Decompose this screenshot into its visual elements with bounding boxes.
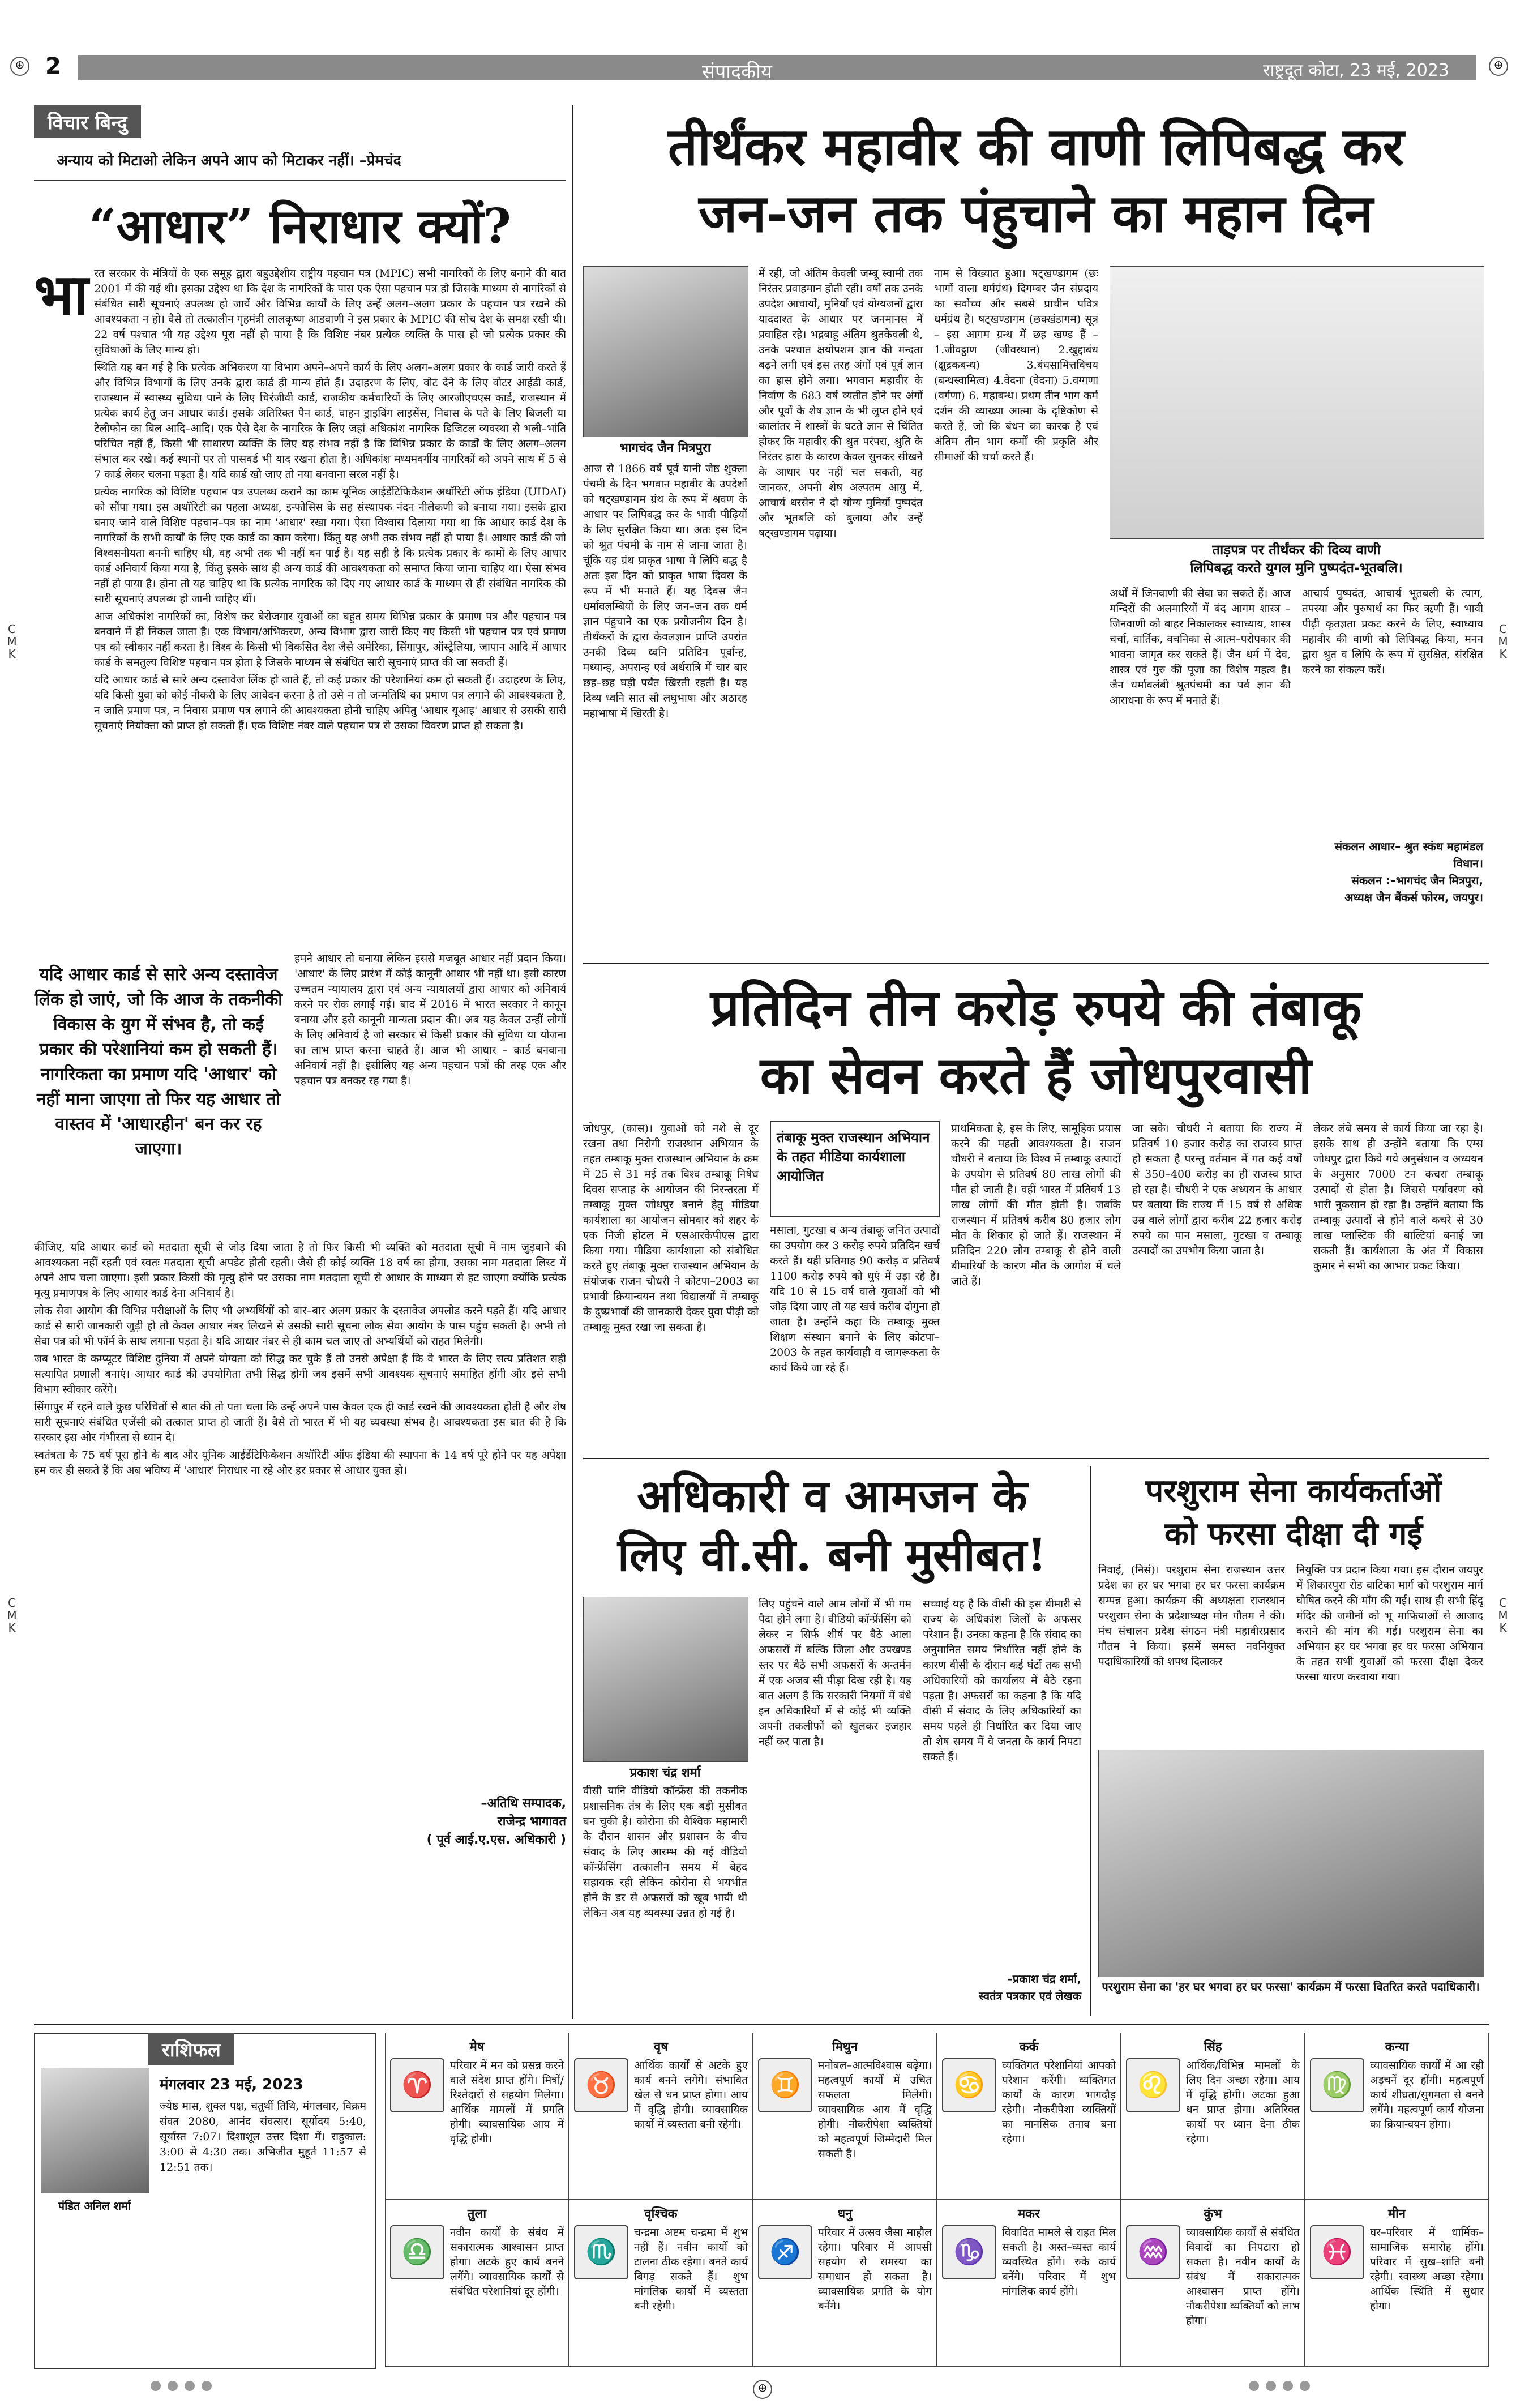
- officer-headline-line1: अधिकारी व आमजन के: [637, 1469, 1027, 1522]
- zodiac-cell: [937, 2200, 1121, 2367]
- color-bar-right: [1245, 2381, 1313, 2393]
- zodiac-symbol-icon: ♎: [390, 2225, 444, 2279]
- zodiac-text: परिवार में उत्सव जैसा माहौल रहेगा। परिवार में आपसी सहयोग से समस्या का समाधान हो सकता है। व्यावसायिक प्रगति के योग बनेंगे।: [818, 2226, 932, 2312]
- zodiac-symbol-icon: ♐: [758, 2225, 812, 2279]
- zodiac-cell: [753, 2033, 937, 2200]
- lead-col-4: अर्थों में जिनवाणी की सेवा का सकते हैं। आज मन्दिरों की अलमारियों में बंद आगम शास्त्र – जिनवाणी को बाहर निकालकर स्वाध्याय, शास्त्र चर्चा, वार्तिक, वचनिका से आत्म–परोपकार की भावना जागृत कर सकते हैं। जैन धर्म में देव, शास्त्र एवं गुरु की पूजा का विशेष महत्व है। जैन धर्मावलंबी श्रुतपंचमी का पर्व ज्ञान की आराधना के रूप में मनाते हैं।: [1110, 587, 1291, 707]
- parshuram-headline: [1098, 1469, 1489, 1555]
- pullquote: यदि आधार कार्ड से सारे अन्य दस्तावेज लिंक हो जाएं, जो कि आज के तकनीकी विकास के युग में संभव है, तो कई प्रकार की परेशानियां कम हो सकती हैं। नागरिकता का प्रमाण यदि 'आधार' को नहीं माना जाएगा तो फिर यह आधार तो वास्तव में 'आधारहीन' बन कर रह जाएगा।: [34, 965, 283, 1159]
- zodiac-text: व्यावसायिक कार्यों से संबंधित विवादों का निपटारा हो सकता है। नवीन कार्यों के संबंध में सकारात्मक आश्वासन प्राप्त होंगे। नौकरीपेशा व्यक्तियों को लाभ होगा।: [1186, 2226, 1300, 2327]
- author-caption: प्रकाश चंद्र शर्मा: [629, 1766, 701, 1780]
- parshuram-col-1: निवाई, (निसं)। परशुराम सेना राजस्थान उत्तर प्रदेश का हर घर भगवा हर घर फरसा कार्यक्रम सम्पन्न हुआ। कार्यक्रम की अध्यक्षता राजस्थान परशुराम सेना के प्रदेशाध्यक्ष मोन गौतम ने की। मंच संचालन प्रदेश संगठन मंत्री महावीरप्रसाद गौतम ने किया। इसमें समस्त नवनियुक्त पदाधिकारियों को शपथ दिलाकर: [1098, 1564, 1285, 1668]
- pullquote-row: [34, 951, 566, 1234]
- zodiac-name: तुला: [467, 2207, 487, 2221]
- illustration-caption: [1110, 541, 1483, 577]
- lead-col-1: आज से 1866 वर्ष पूर्व यानी जेष्ठ शुक्ला पंचमी के दिन भगवान महावीर के उपदेशों को षट्खण्डागम ग्रंथ के रूप में श्रवण के आधार पर लिपिबद्ध कर के भावी पीढ़ियों के लिए सुरक्षित किया था। अतः इस दिन को श्रुत पंचमी के नाम से जाना जाता है। चूंकि यह ग्रंथ प्राकृत भाषा में लिपि बद्ध है अतः इस दिन को प्राकृत भाषा दिवस के रूप में भी मनाते हैं। यह दिवस जैन धर्मावलम्बियों के लिए जन–जन तक धर्म ज्ञान पंहुचाने का एक प्रयोजनीय दिन है। तीर्थंकरों के द्वारा केवलज्ञान प्राप्ति उपरांत उनकी दिव्य ध्वनि प्रतिदिन पूर्वान्ह, मध्यान्ह, अपरान्ह एवं अर्धरात्रि में चार बार छह–छह घड़ी पर्यंत खिरती रहती है। यह दिव्य ध्वनि सात सौ लघुभाषा और अठारह महाभाषा में खिरती है।: [583, 463, 747, 720]
- color-registration-left: C M K: [7, 622, 17, 661]
- color-bar-left: [147, 2381, 215, 2393]
- zodiac-text: व्यावसायिक कार्यों में आ रही अड़चनें दूर होंगी। महत्वपूर्ण कार्य शीघ्रता/सुगमता से बनने लगेंगे। महत्वपूर्ण कार्य योजना का क्रियान्वयन होगा।: [1370, 2059, 1484, 2131]
- tobacco-boxtitle: तंबाकू मुक्त राजस्थान अभियान के तहत मीडिया कार्यशाला आयोजित: [770, 1121, 940, 1217]
- paragraph: हमने आधार तो बनाया लेकिन इससे मजबूत आधार नहीं प्रदान किया। 'आधार' के लिए प्रारंभ में कोई कानूनी आधार भी नहीं था। इसी कारण उच्चतम न्यायालय द्वारा एवं अन्य न्यायालयों द्वारा आधार को अनिवार्य करने पर रोक लगाई गई। बाद में 2016 में भारत सरकार ने कानून बनाया और इसे कानूनी मान्यता प्रदान की। अब यह केवल उन्हीं लोगों के लिए अनिवार्य है जो सरकार से किसी प्रकार की सुविधा या योजना का लाभ प्राप्त करना चाहते हैं। आज भी आधार – कार्ड बनवाना अनिवार्य नहीं है। इसीलिए यह अन्य पहचान पत्रों की तरह एक और पहचान पत्र बनकर रह गया है।: [294, 952, 566, 1087]
- zodiac-text: घर–परिवार में धार्मिक–सामाजिक समारोह होंगे। परिवार में सुख–शांति बनी रहेगी। स्वास्थ्य अच्छा रहेगा। आर्थिक स्थिति में सुधार होगा।: [1370, 2226, 1484, 2312]
- paragraph: सिंगापुर में रहने वाले कुछ परिचितों से बात की तो पता चला कि उन्हें अपने पास केवल एक ही कार्ड रखने की आवश्यकता होती है और शेष सारी सूचनाएं संबंधित एजेंसी को तत्काल प्राप्त हो जाती हैं। वैसे तो भारत में भी यह व्यवस्था संभव है। आवश्यकता इस बात की है कि सरकार इस ओर गंभीरता से ध्यान दे।: [34, 1401, 566, 1444]
- paragraph: प्रत्येक नागरिक को विशिष्ट पहचान पत्र उपलब्ध कराने का काम यूनिक आईडेंटिफिकेशन अथॉरिटी ऑफ इंडिया (UIDAI) को सौंपा गया। इस अथॉरिटी का पहला अध्यक्ष, इन्फोसिस के सह संस्थापक नंदन नीलेकणी को बनाया गया। इसके द्वारा बनाए जाने वाले विशिष्ट पहचान–पत्र का नाम 'आधार' रखा गया। ऐसा विश्वास दिलाया गया था कि आधार कार्ड देश के नागरिकों के सभी कार्यों के लिए एक कार्ड का काम करेगा। किंतु यह अभी तक संभव नहीं हो पाया है। आधार कार्ड की जो विश्वसनीयता बननी चाहिए थी, वह अभी तक भी नहीं बन पाई है। यह सही है कि प्रत्येक प्रकार के कामों के लिए आधार कार्ड अनिवार्य किया गया है, किंतु इसके साथ ही अन्य कार्ड की आवश्यकता को समाप्त किया जाना चाहिए था। ऐसा संभव नहीं हो पाया है। होना तो यह चाहिए था कि प्रत्येक नागरिक को दिए गए आधार कार्ड के माध्यम से ही संबंधित नागरिक की सारी सूचनाएं उपलब्ध हो जानी चाहिए थीं।: [94, 486, 566, 605]
- tobacco-col-4: जा सके। चौधरी ने बताया कि राज्य में प्रतिवर्ष 10 हजार करोड़ का राजस्व प्राप्त हो सकता है परन्तु वर्तमान में गत कई वर्षों से 350–400 करोड़ का ही राजस्व प्राप्त हो रहा है। चौधरी ने एक अध्ययन के आधार पर बताया कि राज्य में 15 वर्ष से अधिक उम्र वाले लोगों द्वारा करीब 22 हजार करोड़ रुपये का पान मसाला, गुटखा व तम्बाकू उत्पादों का उपभोग किया जाता है।: [1132, 1122, 1302, 1257]
- tobacco-col-1: जोधपुर, (कास)। युवाओं को नशे से दूर रखना तथा निरोगी राजस्थान अभियान के तहत तम्बाकू मुक्त राजस्थान अभियान के क्रम में 25 से 31 मई तक विश्व तम्बाकू निषेध दिवस सप्ताह के आयोजन की निरन्तरता में तम्बाकू मुक्त जोधपुर बनाने हेतु मीडिया कार्यशाला का आयोजन सोमवार को शहर के एक निजी होटल में एसआरकेपीएस द्वारा किया गया। मीडिया कार्यशाला को संबोधित करते हुए तंबाकू मुक्त राजस्थान अभियान के संयोजक राजन चौधरी ने कोटपा–2003 का प्रभावी क्रियान्वयन तथा विद्यालयों में तम्बाकू के दुष्प्रभावों की जानकारी देकर युवा पीढ़ी को तम्बाकू मुक्त रखा जा सकता है।: [583, 1122, 759, 1333]
- zodiac-cell: [1305, 2200, 1489, 2367]
- lead-headline-line1: तीर्थंकर महावीर की वाणी लिपिबद्ध कर: [667, 116, 1404, 177]
- signature-line: अध्यक्ष जैन बैंकर्स फोरम, जयपुर।: [1344, 891, 1483, 904]
- event-photo: [1098, 1750, 1484, 1977]
- zodiac-cell: [385, 2200, 569, 2367]
- editorial-byline: [34, 1795, 566, 1849]
- zodiac-name: वृश्चिक: [644, 2207, 678, 2221]
- pandit-name: पंडित अनिल शर्मा: [58, 2199, 131, 2213]
- color-registration-right: C M K: [1498, 1596, 1508, 1635]
- section-divider: [34, 2024, 1489, 2025]
- zodiac-symbol-icon: ♒: [1126, 2225, 1180, 2279]
- event-caption: परशुराम सेना का 'हर घर भगवा हर घर फरसा' कार्यक्रम में फरसा वितरित करते पदाधिकारी।: [1102, 1980, 1480, 1994]
- vichar-bindu-box: [34, 105, 566, 181]
- zodiac-name: कर्क: [1019, 2040, 1039, 2054]
- zodiac-cell: [1121, 2033, 1305, 2200]
- page-header: [34, 52, 1483, 85]
- zodiac-text: विवादित मामले से राहत मिल सकती है। अस्त–व्यस्त कार्य व्यवस्थित होंगे। रुके कार्य बनेंगे। परिवार में शुभ मांगलिक कार्य होंगे।: [1002, 2226, 1116, 2298]
- zodiac-text: परिवार में मन को प्रसन्न करने वाले संदेश प्राप्त होंगे। मित्रों/रिश्तेदारों से सहयोग मिलेगा। आर्थिक मामलों में प्रगति होगी। व्यावसायिक आय में वृद्धि होगी।: [450, 2059, 564, 2145]
- zodiac-name: धनु: [837, 2207, 853, 2221]
- zodiac-name: मेष: [469, 2040, 485, 2054]
- officer-signature: [923, 1970, 1081, 2004]
- color-registration-right: C M K: [1498, 622, 1508, 661]
- rashifal-tag: राशिफल: [148, 2033, 234, 2065]
- paragraph: कीजिए, यदि आधार कार्ड को मतदाता सूची से जोड़ दिया जाता है तो फिर किसी भी व्यक्ति को मतदाता सूची में नाम जुड़वाने की आवश्यकता नहीं रहती एवं स्वतः मतदाता सूची अपडेट होती रहती। जैसे ही कोई व्यक्ति 18 वर्ष का होगा, उसका नाम मतदाता लिस्ट में अपने आप चला जाएगा। इसी प्रकार किसी की मृत्यु होने पर उसका नाम मतदाता सूची से आधार के माध्यम से हट जाएगा क्योंकि प्रत्येक मृत्यु प्रमाणपत्र के लिए आधार कार्ड देना अनिवार्य है।: [34, 1241, 566, 1299]
- lead-signature: [1302, 838, 1483, 906]
- editorial-body-top: [94, 266, 566, 946]
- zodiac-name: कन्या: [1385, 2040, 1409, 2054]
- zodiac-name: वृष: [654, 2040, 668, 2054]
- zodiac-name: मिथुन: [832, 2040, 858, 2054]
- author-photo: [583, 1597, 748, 1762]
- lead-col-2: में रही, जो अंतिम केवली जम्बू स्वामी तक निरंतर प्रवाहमान होती रही। वर्षों तक उनके उपदेश आचार्यों, मुनियों एवं योग्यजनों द्वारा याददाश्त के आधार पर जनमानस में प्रवाहित रहे। भद्रबाहु अंतिम श्रुतकेवली थे, उनके पश्चात क्षयोपशम ज्ञान की मन्दता बढ़ने लगी एवं इस तरह अंगों एवं पूर्व ज्ञान का ह्रास होने लगा। भगवान महावीर के निर्वाण के 683 वर्ष व्यतीत होने पर अंगों और पूर्वों के शेष ज्ञान के भी लुप्त होने एवं कालांतर में शास्त्रों के घटते ज्ञान से चिंतित होकर कि महावीर की श्रुत परंपरा, श्रुति के निरंतर ह्रास के कारण केवल सुनकर सीखने के आधार पर नहीं चल सकती, यह जानकर, अपनी शेष अल्पतम आयु में, आचार्य धरसेन ने दो योग्य मुनियों पुष्पदंत और भूतबलि को बुलाया और उन्हें षट्खण्डागम पढ़ाया।: [759, 267, 923, 540]
- paragraph: आज अधिकांश नागरिकों का, विशेष कर बेरोजगार युवाओं का बहुत समय विभिन्न प्रकार के प्रमाण पत्र और पहचान पत्र बनवाने में ही निकल जाता है। एक विभाग/अभिकरण, अन्य विभाग द्वारा जारी किए गए किसी भी पहचान पत्र एवं प्रमाण पत्र को स्वीकार नहीं करता है। विश्व के किसी भी विकसित देश जैसे अमेरिका, सिंगापुर, ऑस्ट्रेलिया, जापान आदि में आधार कार्ड के समतुल्य विशिष्ट पहचान पत्र होता है जिसके माध्यम से संबंधित सारी सूचनाएं प्राप्त की जा सकती हैं।: [94, 610, 566, 669]
- paragraph: स्थिति यह बन गई है कि प्रत्येक अभिकरण या विभाग अपने–अपने कार्य के लिए अलग–अलग प्रकार के कार्ड जारी करते हैं और विभिन्न विभागों के लिए उनके द्वारा कार्ड ही मान्य होते हैं। उदाहरण के लिए, वोट देने के लिए वोटर आईडी कार्ड, राजस्थान में स्वास्थ्य सुविधा पाने के लिए चिरंजीवी कार्ड, राजकीय कर्मचारियों के लिए आरजीएचएस कार्ड, राजस्थान में प्रत्येक कार्य हेतु जन आधार कार्ड। इसके अतिरिक्त पैन कार्ड, वाहन ड्राइविंग लाइसेंस, निवास के पते के लिए बिजली या टेलीफोन का बिल आदि–आदि। एक ऐसे देश के नागरिक के लिए जहां अधिकांश नागरिक डिजिटल व्यवस्था से भली–भांति परिचित नहीं हैं, किसी भी साधारण व्यक्ति के लिए यह संभव नहीं है कि विभिन्न प्रकार के कार्डों के लिए अलग–अलग संभाल कर रखे। कई स्थानों पर तो पासवर्ड भी याद रखना होता है। अधिकांश मध्यमवर्गीय नागरिकों को अपने साथ में 5 से 7 कार्ड लेकर चलना पड़ता है। यदि कार्ड खो जाए तो नया बनवाना सरल नहीं है।: [94, 361, 566, 481]
- zodiac-text: नवीन कार्यों के संबंध में सकारात्मक आश्वासन प्राप्त होगा। अटके हुए कार्य बनने लगेंगे। व्यावसायिक कार्यों से संबंधित परेशानियां दूर होंगी।: [450, 2226, 564, 2298]
- paragraph: लोक सेवा आयोग की विभिन्न परीक्षाओं के लिए भी अभ्यर्थियों को बार–बार अलग प्रकार के दस्तावेज अपलोड करने पड़ते हैं। यदि आधार कार्ड से सारी जानकारी जुड़ी हो तो केवल आधार नंबर लिखने से उसकी सारी सूचना लोक सेवा आयोग के पास पहुंच सकती है। अभी तो सेवा पत्र को भी फॉर्म के साथ लगाना पड़ता है। यदि आधार नंबर से ही काम चल जाए तो अभ्यर्थियों को राहत मिलेगी।: [34, 1304, 566, 1348]
- vichar-tag: विचार बिन्दु: [34, 105, 141, 138]
- zodiac-cell: [385, 2033, 569, 2200]
- rashifal-date: मंगलवार 23 मई, 2023: [160, 2076, 303, 2093]
- panchang-text: ज्येष्ठ मास, शुक्ल पक्ष, चतुर्थी तिथि, मंगलवार, विक्रम संवत 2080, आनंद संवत्सर। सूर्योदय 5:40, सूर्यास्त 7:07। दिशाशूल उत्तर दिशा में। राहुकाल: 3:00 से 4:30 तक। अभिजीत मुहूर्त 11:57 से 12:51 तक।: [160, 2100, 366, 2174]
- zodiac-cell: [1121, 2200, 1305, 2367]
- editorial-body-bottom: [34, 1240, 566, 1795]
- tobacco-col-5: लेकर लंबे समय से कार्य किया जा रहा है। इसके साथ ही उन्होंने बताया कि एम्स जोधपुर द्वारा किये गये अनुसंधान व अध्ययन के अनुसार 7000 टन कचरा तम्बाकू उत्पादों से होता है। जिससे पर्यावरण को भारी नुकसान हो रहा है। उन्होंने बताया कि तम्बाकू उत्पादों से होने वाले कचरे से 30 लाख प्लास्टिक की बाल्टियां बनाई जा सकती हैं। कार्यशाला के अंत में विकास कुमार ने सभी का आभार प्रकट किया।: [1313, 1122, 1483, 1272]
- officer-headline: [583, 1466, 1081, 1584]
- zodiac-name: मीन: [1387, 2207, 1406, 2221]
- zodiac-symbol-icon: ♊: [758, 2058, 812, 2112]
- zodiac-cell: [569, 2200, 753, 2367]
- zodiac-text: चन्द्रमा अष्टम चन्द्रमा में शुभ नहीं हैं। नवीन कार्यों को टालना ठीक रहेगा। बनते कार्य बिगड़ सकते हैं। शुभ मांगलिक कार्यों में व्यस्तता बनी रहेगी।: [634, 2226, 748, 2312]
- dropcap: भा: [34, 261, 89, 328]
- lead-headline-line2: जन-जन तक पंहुचाने का महान दिन: [699, 183, 1373, 244]
- zodiac-symbol-icon: ♓: [1310, 2225, 1364, 2279]
- zodiac-symbol-icon: ♏: [574, 2225, 628, 2279]
- zodiac-grid: [385, 2033, 1489, 2367]
- signature-line: स्वतंत्र पत्रकार एवं लेखक: [979, 1989, 1081, 2003]
- zodiac-cell: [569, 2033, 753, 2200]
- dateline: राष्ट्रदूत कोटा, 23 मई, 2023: [1263, 61, 1449, 80]
- parshuram-col-2: नियुक्ति पत्र प्रदान किया गया। इस दौरान जयपुर में शिकारपुरा रोड वाटिका मार्ग को परशुराम मार्ग घोषित करने की माँग की गई। साथ ही सभी हिंदू मंदिर की जमीनों को भू माफियाओं से आजाद कराने की मांग की गई। परशुराम सेना का अभियान हर घर भगवा हर घर फरसा अभियान के तहत सभी युवाओं को फरसा दीक्षा देकर फरसा धारण करवाया गया।: [1296, 1564, 1483, 1683]
- paragraph: यदि आधार कार्ड से सारे अन्य दस्तावेज लिंक हो जाते हैं, तो कई प्रकार की परेशानियां कम हो सकती हैं। उदाहरण के लिए, यदि किसी युवा को कोई नौकरी के लिए आवेदन करना है तो उसे न तो जन्मतिथि का प्रमाण पत्र लगाने की आवश्यकता है, न जाति प्रमाण पत्र, न निवास प्रमाण पत्र लगाने की आवश्यकता होनी चाहिए अपितु 'आधार यूआइ' आधार से उसकी सारी सूचनाएं नियोक्ता को प्राप्त हो सकती हैं। एक विशिष्ट नंबर वाले पहचान पत्र से उसका विवरण प्राप्त हो सकता है।: [94, 674, 566, 732]
- paragraph: रत सरकार के मंत्रियों के एक समूह द्वारा बहुउद्देशीय राष्ट्रीय पहचान पत्र (MPIC) सभी नागरिकों के लिए बनाने की बात 2001 में की गई थी। इसका उद्देश्य था कि देश के नागरिकों के पास एक ऐसा पहचान पत्र हो जिसके माध्यम से नागरिकों से संबंधित सारी सूचनाएं उपलब्ध हो जायें और विभिन्न कार्यों के लिए उन्हें अलग–अलग प्रकार के पहचान पत्र रखने की आवश्यकता न हो। वैसे तो तत्कालीन गृहमंत्री लालकृष्ण आडवाणी ने इस प्रकार के MPIC की सोच देश के समक्ष रखी थी। 22 वर्ष पश्चात भी यह उद्देश्य पूरा नहीं हो पाया है कि विशिष्ट नंबर प्रत्येक व्यक्ति के पास हो जो प्रत्येक प्रकार की सुविधाओं के लिए मान्य हो।: [94, 267, 566, 356]
- zodiac-cell: [937, 2033, 1121, 2200]
- officer-headline-line2: लिए वी.सी. बनी मुसीबत!: [617, 1528, 1047, 1581]
- column-divider: [1090, 1466, 1091, 2016]
- author-caption: भागचंद जैन मित्रपुरा: [619, 441, 711, 455]
- paragraph: जब भारत के कम्प्यूटर विशिष्ट दुनिया में अपने योग्यता को सिद्ध कर चुके हैं तो उनसे अपेक्षा है कि वे भारत के लिए सत्य प्रतिशत सही सत्यापित प्रणाली बनाएं। आधार कार्ड की उपयोगिता तभी सिद्ध होगी जब इसमें सभी आवश्यक सूचनाएं समाहित होंगी और इसे सभी विभाग स्वीकार करेंगे।: [34, 1353, 566, 1396]
- zodiac-cell: [1305, 2033, 1489, 2200]
- zodiac-name: मकर: [1017, 2207, 1040, 2221]
- zodiac-symbol-icon: ♍: [1310, 2058, 1364, 2112]
- zodiac-name: सिंह: [1204, 2040, 1222, 2054]
- tobacco-col-2: मसाला, गुटखा व अन्य तंबाकू जनित उत्पादों का उपयोग कर 3 करोड़ रुपये प्रतिदिन खर्च करते हैं। यही प्रतिमाह 90 करोड़ व प्रतिवर्ष 1100 करोड़ रुपये को धुएं में उड़ा रहे हैं। यदि 10 से 15 वर्ष वाले युवाओं को भी जोड़ दिया जाए तो यह खर्च करीब दोगुना हो जाता है। उन्होंने कहा कि तम्बाकू मुक्त शिक्षण संस्थान बनाने के लिए कोटपा–2003 के तहत कार्यवाही व जागरूकता के कार्य किये जा रहे हैं।: [770, 1224, 940, 1374]
- tobacco-headline-line2: का सेवन करते हैं जोधपुरवासी: [760, 1046, 1312, 1106]
- registration-mark-icon: ⊕: [753, 2380, 772, 2399]
- illustration-monks-writing: [1110, 266, 1484, 539]
- officer-col-1: वीसी यानि वीडियो कॉन्फ्रेंस की तकनीक प्रशासनिक तंत्र के लिए एक बड़ी मुसीबत बन चुकी है। कोरोना की वैश्विक महामारी के दौरान शासन और प्रशासन के बीच संवाद के लिए आरम्भ की गई वीडियो कॉन्फ्रेंसिंग तत्कालीन समय में बेहद सहायक रही लेकिन कोरोना से भयभीत होने के डर से अफसरों को खूब भायी थी लेकिन अब यह व्यवस्था उन्नत हो गई है।: [583, 1785, 747, 1919]
- editorial-body-side: [294, 951, 566, 1229]
- byline-role: –अतिथि सम्पादक,: [481, 1797, 566, 1811]
- section-divider: [583, 1458, 1489, 1459]
- section-divider: [583, 963, 1489, 964]
- paragraph: स्वतंत्रता के 75 वर्ष पूरा होने के बाद और यूनिक आईडेंटिफिकेशन अथॉरिटी ऑफ इंडिया की स्थापना के 14 वर्ष पूरे होने पर यह अपेक्षा हम कर ही सकते हैं कि अब भविष्य में 'आधार' निराधार ना रहे और हर प्रकार से आधार युक्त हो।: [34, 1449, 566, 1477]
- signature-line: संकलन आधार– श्रुत स्कंध महामंडल विधान।: [1334, 840, 1483, 870]
- author-photo: [583, 266, 748, 437]
- zodiac-cell: [753, 2200, 937, 2367]
- lead-col-3: नाम से विख्यात हुआ। षट्खण्डागम (छः भागों वाला धर्मग्रंथ) दिगम्बर जैन संप्रदाय का सर्वोच्च और सबसे प्राचीन पवित्र धर्मग्रंथ है। षट्खण्डागम (छक्खंडागम) सूत्र – इस आगम ग्रन्थ में छह खण्ड हैं – 1.जीवट्ठाण (जीवस्थान) 2.खुद्दाबंध (क्षुद्रकबन्ध) 3.बंधसामित्तविचय (बन्धस्वामित्व) 4.वेदना (वेदना) 5.वग्गणा (वर्गणा) 6. महाबन्ध। प्रथम तीन भाग कर्म दर्शन की व्याख्या आत्मा के दृष्टिकोण से करते हैं, जो कि बंधन का कारक है एवं अंतिम तीन भाग कर्मों की प्रकृति और सीमाओं की चर्चा करते हैं।: [934, 267, 1098, 463]
- zodiac-symbol-icon: ♑: [942, 2225, 996, 2279]
- illustration-caption-line1: ताड़पत्र पर तीर्थंकर की दिव्य वाणी: [1212, 542, 1381, 558]
- registration-mark-icon: ⊕: [10, 57, 29, 76]
- lead-headline: [583, 113, 1489, 247]
- color-registration-left: C M K: [7, 1596, 17, 1635]
- zodiac-text: मनोबल–आत्मविश्वास बढ़ेगा। महत्वपूर्ण कार्यों में उचित सफलता मिलेगी। व्यावसायिक आय में वृद्धि होगी। नौकरीपेशा व्यक्तियों को महत्वपूर्ण जिम्मेदारी मिल सकती है।: [818, 2059, 932, 2160]
- editorial-article: [34, 261, 566, 1868]
- byline-title: ( पूर्व आई.ए.एस. अधिकारी ): [426, 1833, 566, 1847]
- zodiac-text: व्यक्तिगत परेशानियां आपको परेशान करेंगी। व्यक्तिगत कार्यों के कारण भागदौड़ रहेगी। नौकरीपेशा व्यक्तियों का मानसिक तनाव बना रहेगा।: [1002, 2059, 1116, 2145]
- editorial-headline: “आधार” निराधार क्यों?: [89, 198, 511, 254]
- zodiac-symbol-icon: ♉: [574, 2058, 628, 2112]
- lead-col-5: आचार्य पुष्पदंत, आचार्य भूतबली के त्याग, तपस्या और पुरुषार्थ का फिर ऋणी हैं। भावी पीढ़ी कृतज्ञता प्रकट करने के लिए, स्वाध्याय महावीर की वाणी को लिपिबद्ध किया, मनन द्वारा श्रुत व लिपि के रूप में सुरक्षित, संरक्षित करने का संकल्प करें।: [1302, 587, 1483, 676]
- signature-line: संकलन :–भागचंद जैन मित्रपुरा,: [1351, 874, 1483, 887]
- parshuram-headline-line2: को फरसा दीक्षा दी गई: [1164, 1515, 1423, 1552]
- parshuram-headline-line1: परशुराम सेना कार्यकर्ताओं: [1145, 1472, 1442, 1509]
- tobacco-headline-line1: प्रतिदिन तीन करोड़ रुपये की तंबाकू: [710, 978, 1362, 1038]
- zodiac-symbol-icon: ♋: [942, 2058, 996, 2112]
- signature-line: –प्रकाश चंद्र शर्मा,: [1007, 1972, 1081, 1986]
- officer-col-3: सच्चाई यह है कि वीसी की इस बीमारी से राज्य के अधिकांश जिलों के अफसर परेशान हैं। उनका कहना है कि संवाद का अनुमानित समय निर्धारित नहीं होने के कारण वीसी के दौरान कई घंटों तक सभी अधिकारियों को कार्यालय में बैठे रहना पड़ता है। अफसरों का कहना है कि यदि वीसी में संवाद के लिए अधिकारियों का समय पहले ही निर्धारित कर दिया जाए तो शेष समय में वे जनता के कार्य निपटा सकते हैं।: [923, 1598, 1081, 1763]
- vichar-quote: अन्याय को मिटाओ लेकिन अपने आप को मिटाकर नहीं। –प्रेमचंद: [57, 152, 401, 169]
- zodiac-name: कुंभ: [1204, 2207, 1222, 2221]
- officer-col-2: लिए पहुंचने वाले आम लोगों में भी गम पैदा होने लगा है। वीडियो कॉन्फ्रेंसिंग को लेकर न सिर्फ शीर्ष पर बैठे आला अफसरों में बल्कि जिला और उपखण्ड स्तर पर बैठे सभी अफसरों के अन्तर्मन में एक अजब सी पीड़ा दिख रही है। यह बात अलग है कि सरकारी नियमों में बंधे इन अधिकारियों में से कोई भी व्यक्ति अपनी तकलीफों को खुलकर इजहार नहीं कर पाता है।: [759, 1598, 911, 1748]
- section-title: संपादकीय: [702, 61, 772, 83]
- registration-mark-icon: ⊕: [1489, 57, 1508, 76]
- zodiac-symbol-icon: ♌: [1126, 2058, 1180, 2112]
- illustration-caption-line2: लिपिबद्ध करते युगल मुनि पुष्पदंत-भूतबलि।: [1190, 560, 1403, 576]
- tobacco-headline: [583, 974, 1489, 1110]
- rashifal-panchang-box: [34, 2033, 376, 2369]
- column-divider: [572, 105, 573, 2019]
- zodiac-text: आर्थिक/विभिन्न मामलों के लिए दिन अच्छा रहेगा। आय में वृद्धि होगी। अटका हुआ धन प्राप्त होगा। अतिरिक्त कार्यों पर ध्यान देना ठीक रहेगा।: [1186, 2059, 1300, 2145]
- tobacco-col-3: प्राथमिकता है, इस के लिए, सामूहिक प्रयास करने की महती आवश्यकता है। राजन चौधरी ने बताया कि विश्व में तम्बाकू उत्पादों के उपयोग से प्रतिवर्ष 80 लाख लोगों की मौत हो जाती है। वहीं भारत में प्रतिवर्ष 13 लाख लोगों की मौत होती है। जबकि राजस्थान में प्रतिवर्ष करीब 80 हजार लोग मौत के शिकार हो जाते हैं। राजस्थान में प्रतिदिन 220 लोग तम्बाकू से होने वाली बीमारियों के कारण मौत के आगोश में चले जाते हैं।: [951, 1122, 1121, 1288]
- byline-name: राजेन्द्र भागावत: [497, 1815, 566, 1829]
- zodiac-symbol-icon: ♈: [390, 2058, 444, 2112]
- zodiac-text: आर्थिक कार्यों से अटके हुए कार्य बनने लगेंगे। संभावित खेल से धन प्राप्त होगा। आय में वृद्धि होगी। व्यावसायिक कार्यों में व्यस्तता बनी रहेगी।: [634, 2059, 748, 2131]
- pandit-photo: [41, 2068, 149, 2193]
- page-number: 2: [45, 53, 61, 79]
